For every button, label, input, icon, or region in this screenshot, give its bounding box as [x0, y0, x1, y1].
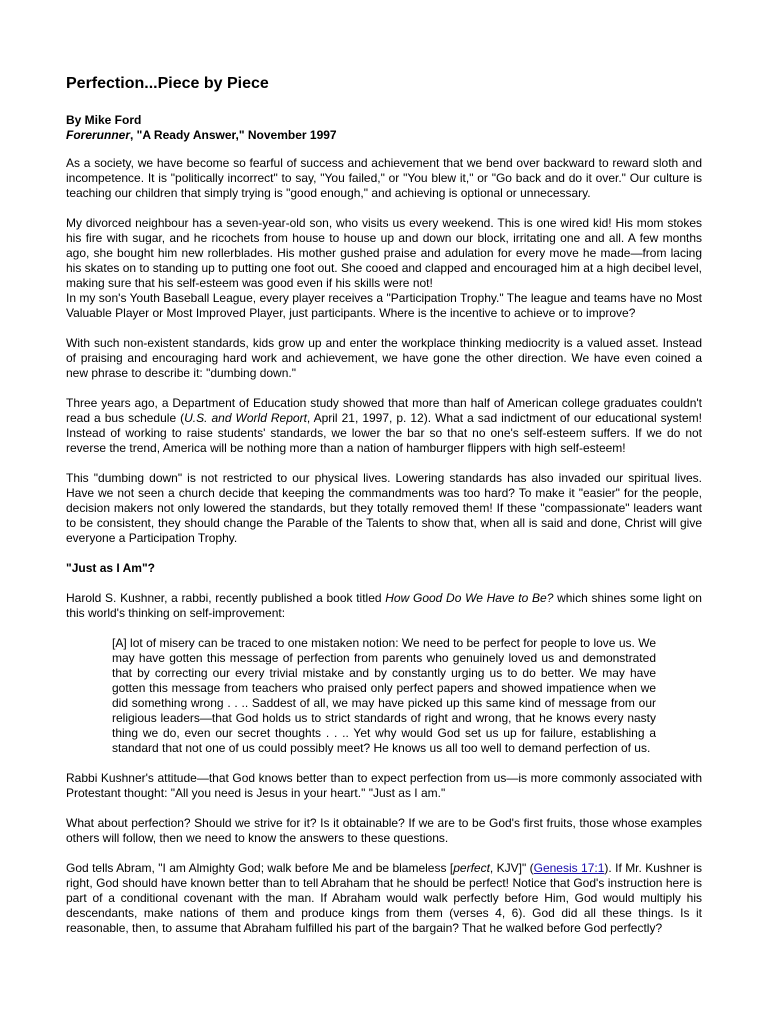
paragraph-6: This "dumbing down" is not restricted to our physical lives. Lowering standards has also invaded our spiritual lives. Have we not seen a church decide that keeping the commandments was too hard? To make it "easier" for the people, decision makers not only lowered the standards, but they totally removed them! If these "compassionate" leaders want to be consistent, they should change the Parable of the Talents to show that, when all is said and done, Christ will give everyone a Participation Trophy.	[66, 471, 702, 545]
paragraph-7	[66, 591, 702, 621]
scripture-link[interactable]: Genesis 17:1	[533, 861, 605, 875]
citation-title: U.S. and World Report	[184, 411, 307, 425]
book-title: How Good Do We Have to Be?	[385, 591, 554, 605]
publication-name: Forerunner	[66, 128, 131, 142]
paragraph-2: My divorced neighbour has a seven-year-old son, who visits us every weekend. This is one wired kid! His mom stokes his fire with sugar, and he ricochets from house to house up and down our block, irritating one and all. A few months ago, she bought him new rollerblades. His mother gushed praise and adulation for every move he made—from lacing his skates on to standing up to putting one foot out. She cooed and clapped and encouraged him at a high decibel level, making sure that his self-esteem was good even if his skills were not!	[66, 216, 702, 290]
paragraph-10-text-a: God tells Abram, "I am Almighty God; walk before Me and be blameless [	[66, 861, 454, 875]
article	[66, 74, 702, 951]
paragraph-3: In my son's Youth Baseball League, every player receives a "Participation Trophy." The league and teams have no Most Valuable Player or Most Improved Player, just participants. Where is the incentive to achieve or to improve?	[66, 291, 702, 320]
block-quote: [A] lot of misery can be traced to one mistaken notion: We need to be perfect for people to love us. We may have gotten this message of perfection from parents who genuinely loved us and demonstrated that by correcting our every trivial mistake and by constantly urging us to do better. We may have gotten this message from teachers who praised only perfect papers and showed impatience when we did something wrong . . .. Saddest of all, we may have picked up this same kind of message from our religious leaders—that God holds us to strict standards of right and wrong, that he knows every nasty thing we do, even our secret thoughts . . .. Yet why would God set us up for failure, establishing a standard that not one of us could possibly meet? He knows us all too well to demand perfection of us.	[112, 636, 656, 755]
paragraph-1: As a society, we have become so fearful of success and achievement that we bend over backward to reward sloth and incompetence. It is "politically incorrect" to say, "You failed," or "You blew it," or "Go back and do it over." Our culture is teaching our children that simply trying is "good enough," and achieving is optional or unnecessary.	[66, 156, 702, 200]
paragraph-10-text-b: , KJV]" (	[489, 861, 534, 875]
paragraph-7-text-b: which shines some light on this world's thinking on self-improvement:	[66, 591, 702, 620]
paragraph-9: What about perfection? Should we strive for it? Is it obtainable? If we are to be God's first fruits, those whose examples others will follow, then we need to know the answers to these questions.	[66, 816, 702, 845]
paragraph-5-text-a: Three years ago, a Department of Education study showed that more than half of American college graduates couldn't read a bus schedule (	[66, 396, 702, 425]
paragraph-10-text-c: ). If Mr. Kushner is right, God should have known better than to tell Abraham that he should be perfect! Notice that God's instruction here is part of a conditional covenant with the man. If Abraham would walk perfectly before Him, God would multiply his descendants, make nations of them and produce kings from them (verses 4, 6). God did all these things. Is it reasonable, then, to assume that Abraham fulfilled his part of the bargain? That he walked before God perfectly?	[66, 861, 703, 935]
paragraph-7-text-a: Harold S. Kushner, a rabbi, recently published a book titled	[66, 591, 386, 605]
kjv-word: perfect	[453, 861, 490, 875]
author-byline: By Mike Ford	[66, 113, 142, 127]
paragraph-10	[66, 861, 702, 936]
article-title: Perfection...Piece by Piece	[66, 75, 269, 92]
source-details: , "A Ready Answer," November 1997	[130, 128, 337, 142]
paragraph-8: Rabbi Kushner's attitude—that God knows better than to expect perfection from us—is more commonly associated with Protestant thought: "All you need is Jesus in your heart." "Just as I am."	[66, 771, 702, 800]
section-heading: "Just as I Am"?	[66, 561, 155, 575]
paragraph-4: With such non-existent standards, kids grow up and enter the workplace thinking mediocrity is a valued asset. Instead of praising and encouraging hard work and achievement, we have gone the other direction. We have even coined a new phrase to describe it: "dumbing down."	[66, 336, 702, 380]
paragraph-5-text-b: , April 21, 1997, p. 12). What a sad indictment of our educational system! Instead of working to raise students' standards, we lower the bar so that no one's self-esteem suffers. If we do not reverse the trend, America will be nothing more than a nation of hamburger flippers with high self-esteem!	[66, 411, 702, 455]
paragraph-5	[66, 396, 702, 456]
source-line	[66, 128, 702, 143]
